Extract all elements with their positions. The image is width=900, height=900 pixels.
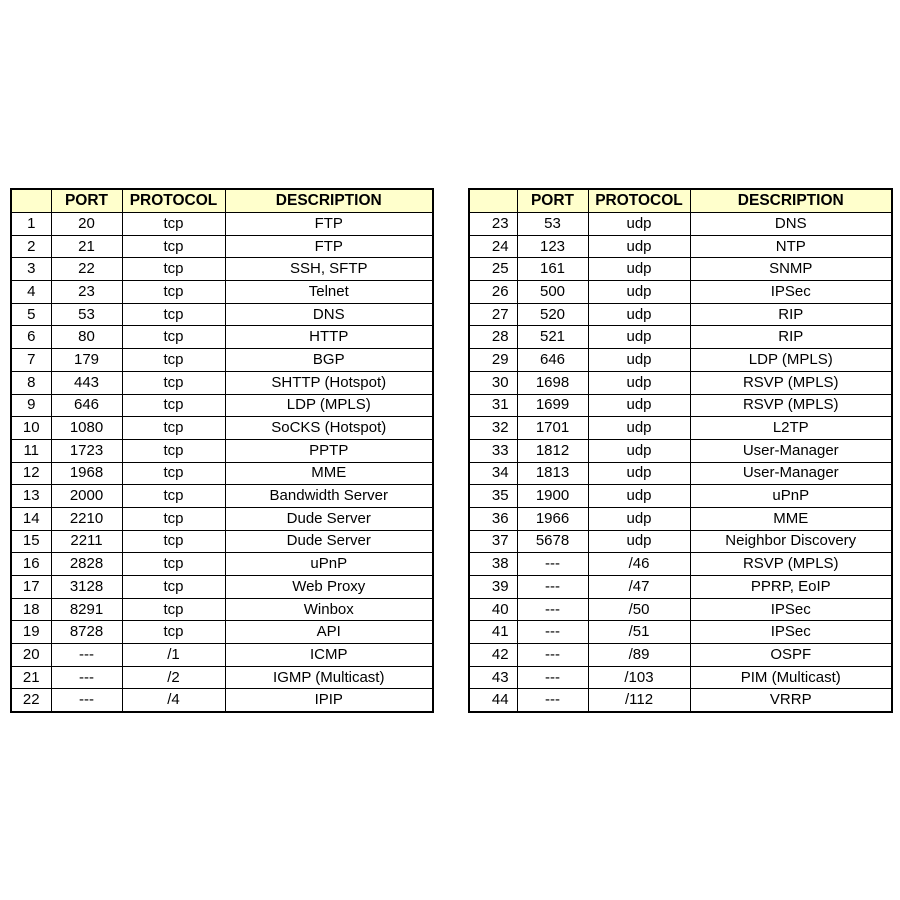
port-cell: 8728 (51, 621, 122, 644)
table-row (11, 439, 433, 462)
table-row (469, 621, 892, 644)
index-cell: 20 (11, 644, 51, 667)
index-cell: 2 (11, 235, 51, 258)
protocol-cell: udp (588, 439, 690, 462)
port-cell: 500 (517, 281, 588, 304)
table-row (11, 644, 433, 667)
protocol-cell: tcp (122, 621, 225, 644)
table-row (11, 281, 433, 304)
port-cell: 2211 (51, 530, 122, 553)
protocol-cell: tcp (122, 303, 225, 326)
index-cell: 22 (11, 689, 51, 712)
port-cell: 23 (51, 281, 122, 304)
description-cell: Bandwidth Server (225, 485, 433, 508)
table-row (469, 507, 892, 530)
port-cell: --- (517, 644, 588, 667)
table-row (11, 213, 433, 236)
protocol-cell: /47 (588, 576, 690, 599)
port-cell: 3128 (51, 576, 122, 599)
table-row (11, 507, 433, 530)
description-cell: User-Manager (690, 439, 892, 462)
protocol-cell: udp (588, 530, 690, 553)
index-cell: 34 (469, 462, 517, 485)
description-cell: SoCKS (Hotspot) (225, 417, 433, 440)
index-cell: 1 (11, 213, 51, 236)
description-cell: IGMP (Multicast) (225, 666, 433, 689)
port-cell: --- (517, 553, 588, 576)
description-cell: VRRP (690, 689, 892, 712)
table-row (11, 235, 433, 258)
index-cell: 23 (469, 213, 517, 236)
index-cell: 4 (11, 281, 51, 304)
index-cell: 24 (469, 235, 517, 258)
index-cell: 42 (469, 644, 517, 667)
description-cell: IPSec (690, 621, 892, 644)
table-row (469, 598, 892, 621)
description-cell: BGP (225, 349, 433, 372)
protocol-cell: udp (588, 371, 690, 394)
description-cell: uPnP (225, 553, 433, 576)
protocol-cell: /112 (588, 689, 690, 712)
table-row (11, 417, 433, 440)
table-row (11, 349, 433, 372)
description-cell: L2TP (690, 417, 892, 440)
description-cell: MME (690, 507, 892, 530)
protocol-cell: /4 (122, 689, 225, 712)
table-row (469, 371, 892, 394)
table-row (469, 462, 892, 485)
port-cell: 80 (51, 326, 122, 349)
table-row (469, 553, 892, 576)
protocol-cell: tcp (122, 394, 225, 417)
index-header (11, 189, 51, 213)
protocol-header: PROTOCOL (122, 189, 225, 213)
index-cell: 18 (11, 598, 51, 621)
description-cell: Telnet (225, 281, 433, 304)
table-row (11, 576, 433, 599)
description-cell: Dude Server (225, 530, 433, 553)
protocol-cell: udp (588, 326, 690, 349)
protocol-header: PROTOCOL (588, 189, 690, 213)
table-row (11, 621, 433, 644)
port-cell: 521 (517, 326, 588, 349)
table-body (469, 213, 892, 713)
port-cell: 161 (517, 258, 588, 281)
protocol-cell: /51 (588, 621, 690, 644)
port-cell: --- (517, 598, 588, 621)
index-cell: 21 (11, 666, 51, 689)
table-row (11, 530, 433, 553)
index-cell: 26 (469, 281, 517, 304)
index-cell: 37 (469, 530, 517, 553)
index-cell: 10 (11, 417, 51, 440)
protocol-cell: udp (588, 507, 690, 530)
index-cell: 9 (11, 394, 51, 417)
description-cell: MME (225, 462, 433, 485)
table-row (469, 394, 892, 417)
port-cell: 20 (51, 213, 122, 236)
index-cell: 25 (469, 258, 517, 281)
port-cell: 1813 (517, 462, 588, 485)
index-cell: 27 (469, 303, 517, 326)
description-cell: FTP (225, 213, 433, 236)
port-cell: 1080 (51, 417, 122, 440)
table-row (469, 326, 892, 349)
table-row (469, 235, 892, 258)
table-row (11, 689, 433, 712)
index-cell: 31 (469, 394, 517, 417)
description-cell: RSVP (MPLS) (690, 553, 892, 576)
port-cell: 520 (517, 303, 588, 326)
port-cell: 8291 (51, 598, 122, 621)
port-cell: 1812 (517, 439, 588, 462)
protocol-cell: udp (588, 303, 690, 326)
protocol-cell: tcp (122, 485, 225, 508)
index-cell: 16 (11, 553, 51, 576)
description-cell: LDP (MPLS) (690, 349, 892, 372)
table-row (11, 553, 433, 576)
index-cell: 41 (469, 621, 517, 644)
description-cell: FTP (225, 235, 433, 258)
port-table-left (10, 188, 434, 713)
port-cell: 123 (517, 235, 588, 258)
port-cell: 22 (51, 258, 122, 281)
table-row (469, 485, 892, 508)
protocol-cell: tcp (122, 462, 225, 485)
port-cell: --- (517, 666, 588, 689)
description-cell: Web Proxy (225, 576, 433, 599)
protocol-cell: udp (588, 281, 690, 304)
port-cell: 1966 (517, 507, 588, 530)
description-cell: DNS (690, 213, 892, 236)
index-cell: 38 (469, 553, 517, 576)
description-cell: ICMP (225, 644, 433, 667)
description-header: DESCRIPTION (690, 189, 892, 213)
protocol-cell: tcp (122, 349, 225, 372)
table-row (11, 485, 433, 508)
table-row (11, 666, 433, 689)
table-row (469, 644, 892, 667)
port-cell: 1701 (517, 417, 588, 440)
description-cell: RIP (690, 326, 892, 349)
index-cell: 33 (469, 439, 517, 462)
port-cell: 2000 (51, 485, 122, 508)
index-cell: 7 (11, 349, 51, 372)
port-cell: 53 (517, 213, 588, 236)
protocol-cell: udp (588, 485, 690, 508)
description-cell: OSPF (690, 644, 892, 667)
index-header (469, 189, 517, 213)
description-cell: PPTP (225, 439, 433, 462)
index-cell: 12 (11, 462, 51, 485)
protocol-cell: tcp (122, 439, 225, 462)
protocol-cell: tcp (122, 213, 225, 236)
port-cell: --- (51, 689, 122, 712)
protocol-cell: udp (588, 235, 690, 258)
index-cell: 43 (469, 666, 517, 689)
index-cell: 28 (469, 326, 517, 349)
table-body (11, 213, 433, 713)
index-cell: 8 (11, 371, 51, 394)
port-cell: 5678 (517, 530, 588, 553)
description-cell: SSH, SFTP (225, 258, 433, 281)
index-cell: 6 (11, 326, 51, 349)
table-row (469, 576, 892, 599)
table-row (11, 326, 433, 349)
index-cell: 5 (11, 303, 51, 326)
description-cell: Neighbor Discovery (690, 530, 892, 553)
port-cell: 2828 (51, 553, 122, 576)
index-cell: 44 (469, 689, 517, 712)
port-header: PORT (51, 189, 122, 213)
port-cell: --- (517, 576, 588, 599)
protocol-cell: tcp (122, 235, 225, 258)
protocol-cell: /89 (588, 644, 690, 667)
table-row (469, 258, 892, 281)
description-cell: IPSec (690, 281, 892, 304)
header-row (11, 189, 433, 213)
description-cell: Dude Server (225, 507, 433, 530)
protocol-cell: /2 (122, 666, 225, 689)
description-cell: DNS (225, 303, 433, 326)
description-cell: API (225, 621, 433, 644)
port-cell: --- (517, 621, 588, 644)
description-cell: PPRP, EoIP (690, 576, 892, 599)
protocol-cell: tcp (122, 258, 225, 281)
port-table-right (468, 188, 893, 713)
port-cell: 1699 (517, 394, 588, 417)
description-header: DESCRIPTION (225, 189, 433, 213)
table-row (469, 666, 892, 689)
table-row (469, 281, 892, 304)
table-row (469, 689, 892, 712)
index-cell: 35 (469, 485, 517, 508)
index-cell: 39 (469, 576, 517, 599)
description-cell: LDP (MPLS) (225, 394, 433, 417)
port-cell: --- (517, 689, 588, 712)
description-cell: RSVP (MPLS) (690, 394, 892, 417)
port-cell: 21 (51, 235, 122, 258)
protocol-cell: tcp (122, 326, 225, 349)
index-cell: 40 (469, 598, 517, 621)
port-cell: --- (51, 644, 122, 667)
description-cell: SNMP (690, 258, 892, 281)
port-cell: 443 (51, 371, 122, 394)
protocol-cell: udp (588, 349, 690, 372)
protocol-cell: tcp (122, 598, 225, 621)
protocol-cell: tcp (122, 507, 225, 530)
protocol-cell: udp (588, 462, 690, 485)
protocol-cell: tcp (122, 530, 225, 553)
protocol-cell: /1 (122, 644, 225, 667)
protocol-cell: tcp (122, 417, 225, 440)
table-row (11, 462, 433, 485)
description-cell: IPIP (225, 689, 433, 712)
table-row (469, 349, 892, 372)
protocol-cell: /46 (588, 553, 690, 576)
port-cell: --- (51, 666, 122, 689)
table-row (469, 417, 892, 440)
description-cell: NTP (690, 235, 892, 258)
protocol-cell: udp (588, 213, 690, 236)
index-cell: 19 (11, 621, 51, 644)
description-cell: IPSec (690, 598, 892, 621)
description-cell: uPnP (690, 485, 892, 508)
index-cell: 14 (11, 507, 51, 530)
description-cell: PIM (Multicast) (690, 666, 892, 689)
index-cell: 32 (469, 417, 517, 440)
table-row (11, 303, 433, 326)
table-row (11, 598, 433, 621)
protocol-cell: udp (588, 394, 690, 417)
table-row (469, 303, 892, 326)
header-row (469, 189, 892, 213)
index-cell: 11 (11, 439, 51, 462)
protocol-cell: tcp (122, 371, 225, 394)
table-row (11, 371, 433, 394)
port-cell: 179 (51, 349, 122, 372)
index-cell: 13 (11, 485, 51, 508)
port-cell: 1723 (51, 439, 122, 462)
protocol-cell: tcp (122, 553, 225, 576)
protocol-cell: udp (588, 258, 690, 281)
index-cell: 17 (11, 576, 51, 599)
description-cell: RSVP (MPLS) (690, 371, 892, 394)
description-cell: User-Manager (690, 462, 892, 485)
port-cell: 1698 (517, 371, 588, 394)
table-row (11, 258, 433, 281)
description-cell: Winbox (225, 598, 433, 621)
port-cell: 1968 (51, 462, 122, 485)
table-row (11, 394, 433, 417)
protocol-cell: /103 (588, 666, 690, 689)
protocol-cell: tcp (122, 576, 225, 599)
table-row (469, 530, 892, 553)
table-row (469, 213, 892, 236)
table-row (469, 439, 892, 462)
port-cell: 646 (517, 349, 588, 372)
protocol-cell: udp (588, 417, 690, 440)
port-cell: 1900 (517, 485, 588, 508)
description-cell: RIP (690, 303, 892, 326)
description-cell: HTTP (225, 326, 433, 349)
port-cell: 646 (51, 394, 122, 417)
index-cell: 3 (11, 258, 51, 281)
index-cell: 15 (11, 530, 51, 553)
protocol-cell: /50 (588, 598, 690, 621)
index-cell: 29 (469, 349, 517, 372)
port-cell: 2210 (51, 507, 122, 530)
index-cell: 36 (469, 507, 517, 530)
description-cell: SHTTP (Hotspot) (225, 371, 433, 394)
index-cell: 30 (469, 371, 517, 394)
port-header: PORT (517, 189, 588, 213)
protocol-cell: tcp (122, 281, 225, 304)
port-cell: 53 (51, 303, 122, 326)
